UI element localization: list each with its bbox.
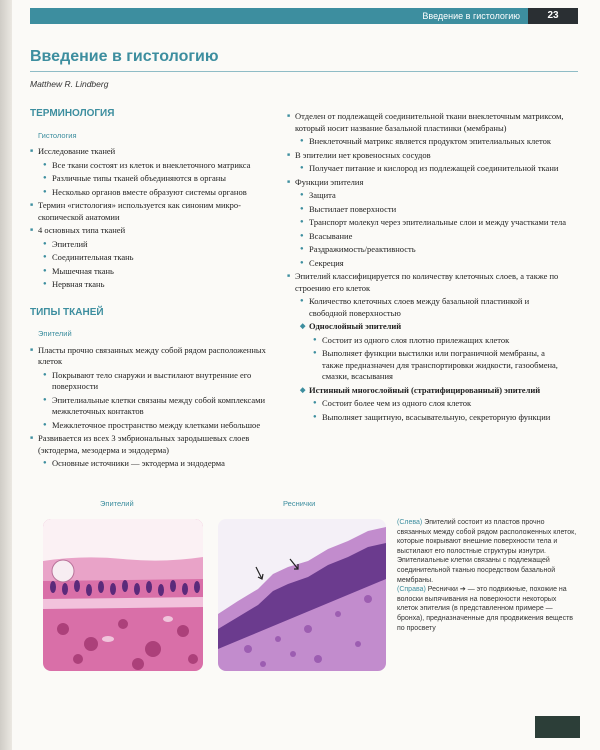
list-item: ■ 4 основных типа тканей xyxy=(30,225,280,237)
list-item: ● Выполняет защитную, всасывательную, секреторную функции xyxy=(287,412,567,424)
caption-label-cilia: Реснички xyxy=(427,586,458,594)
list-item: ■ Термин «гистология» используется как синоним микроскопической анатомии xyxy=(30,200,280,223)
figure-label-cilia: Реснички xyxy=(283,499,316,508)
list-item: ● Всасывание xyxy=(287,231,567,243)
arrow-icon: ➔ xyxy=(459,586,466,594)
micrograph-epithelium xyxy=(43,519,203,671)
list-item-subheading: ◆ Истинный многослойный (стратифицированный) эпителий xyxy=(287,385,567,397)
list-item: ■ Функции эпителия xyxy=(287,177,567,189)
title-divider xyxy=(30,71,578,72)
running-title: Введение в гистологию xyxy=(422,11,520,21)
section-heading-tissue-types: ТИПЫ ТКАНЕЙ xyxy=(30,306,104,318)
chapter-title: Введение в гистологию xyxy=(30,48,219,65)
figure-label-epithelium: Эпителий xyxy=(100,499,134,508)
figure-caption xyxy=(397,518,577,633)
subheading-epithelium: Эпителий xyxy=(38,329,72,338)
list-item: ● Состоит из одного слоя плотно прилежащих клеток xyxy=(287,335,567,347)
list-item: ● Все ткани состоят из клеток и внеклеточного матрикса xyxy=(30,160,280,172)
running-header xyxy=(30,8,528,24)
list-item: ● Раздражимость/реактивность xyxy=(287,244,567,256)
subheading-histology: Гистология xyxy=(38,130,77,140)
list-item: ● Получает питание и кислород из подлежащей соединительной ткани xyxy=(287,163,567,175)
caption-tag-left: (Слева) xyxy=(397,519,423,526)
list-item: ● Мышечная ткань xyxy=(30,266,280,278)
list-item: ● Основные источники — эктодерма и эндодерма xyxy=(30,458,280,470)
epithelium-list xyxy=(287,111,567,423)
list-item: ● Эпителиальные клетки связаны между собой комплексами межклеточных контактов xyxy=(30,395,280,418)
terminology-list xyxy=(30,146,280,291)
page-number: 23 xyxy=(528,8,578,24)
list-item: ● Количество клеточных слоев между базальной пластинкой и свободной поверхностью xyxy=(287,296,567,319)
right-column xyxy=(287,111,567,425)
list-item: ■ Эпителий классифицируется по количеству клеточных слоев, а также по строению его клеток xyxy=(287,271,567,294)
list-item: ● Несколько органов вместе образуют системы органов xyxy=(30,187,280,199)
page-spine-shadow xyxy=(0,0,12,750)
list-item: ● Различные типы тканей объединяются в органы xyxy=(30,173,280,185)
list-item: ● Выполняет функции выстилки или пограничной мембраны, а также предназначен для транспортировки жидкости, газообмена, смазки, всасывания xyxy=(287,348,567,383)
list-item: ● Защита xyxy=(287,190,567,202)
caption-text-left: Эпителий состоит из пластов прочно связанных между собой рядом расположенных клеток, которые покрывают внешние поверхности тела и выстилают его полостные структуры изнутри. Эпителиальные клетки связаны с подлежащей соединительной тканью посредством базальной мембраны. xyxy=(397,519,577,584)
list-item: ● Внеклеточный матрикс является продуктом эпителиальных клеток xyxy=(287,136,567,148)
left-column xyxy=(30,108,280,472)
list-item: ■ Исследование тканей xyxy=(30,146,280,158)
list-item: ● Выстилает поверхности xyxy=(287,204,567,216)
list-item: ● Транспорт молекул через эпителиальные слои и между участками тела xyxy=(287,217,567,229)
micrograph-cilia xyxy=(218,519,386,671)
list-item: ● Покрывают тело снаружи и выстилают внутренние его поверхности xyxy=(30,370,280,393)
author: Matthew R. Lindberg xyxy=(30,79,109,89)
caption-text-right: — это подвижные, похожие на волоски выпячивания на поверхности некоторых клеток эпителия (в представленном примере — бронха), предназначенные для продвижения веществ по просвету xyxy=(397,586,573,632)
list-item: ● Эпителий xyxy=(30,239,280,251)
list-item: ■ В эпителии нет кровеносных сосудов xyxy=(287,150,567,162)
list-item: ● Соединительная ткань xyxy=(30,252,280,264)
list-item: ● Состоит более чем из одного слоя клеток xyxy=(287,398,567,410)
page-corner-tab xyxy=(535,716,580,738)
list-item: ■ Отделен от подлежащей соединительной ткани внеклеточным матриксом, который носит название базальной пластинки (мембраны) xyxy=(287,111,567,134)
caption-tag-right: (Справа) xyxy=(397,586,426,594)
list-item: ● Секреция xyxy=(287,258,567,270)
section-heading-terminology: ТЕРМИНОЛОГИЯ xyxy=(30,108,115,119)
list-item: ● Нервная ткань xyxy=(30,279,280,291)
list-item: ● Межклеточное пространство между клетками небольшое xyxy=(30,420,280,432)
list-item-subheading: ◆ Однослойный эпителий xyxy=(287,321,567,333)
list-item: ■ Пласты прочно связанных между собой рядом расположенных клеток xyxy=(30,345,280,368)
list-item: ■ Развивается из всех 3 эмбриональных зародышевых слоев (эктодерма, мезодерма и эндодерма) xyxy=(30,433,280,456)
tissue-types-list xyxy=(30,345,280,470)
